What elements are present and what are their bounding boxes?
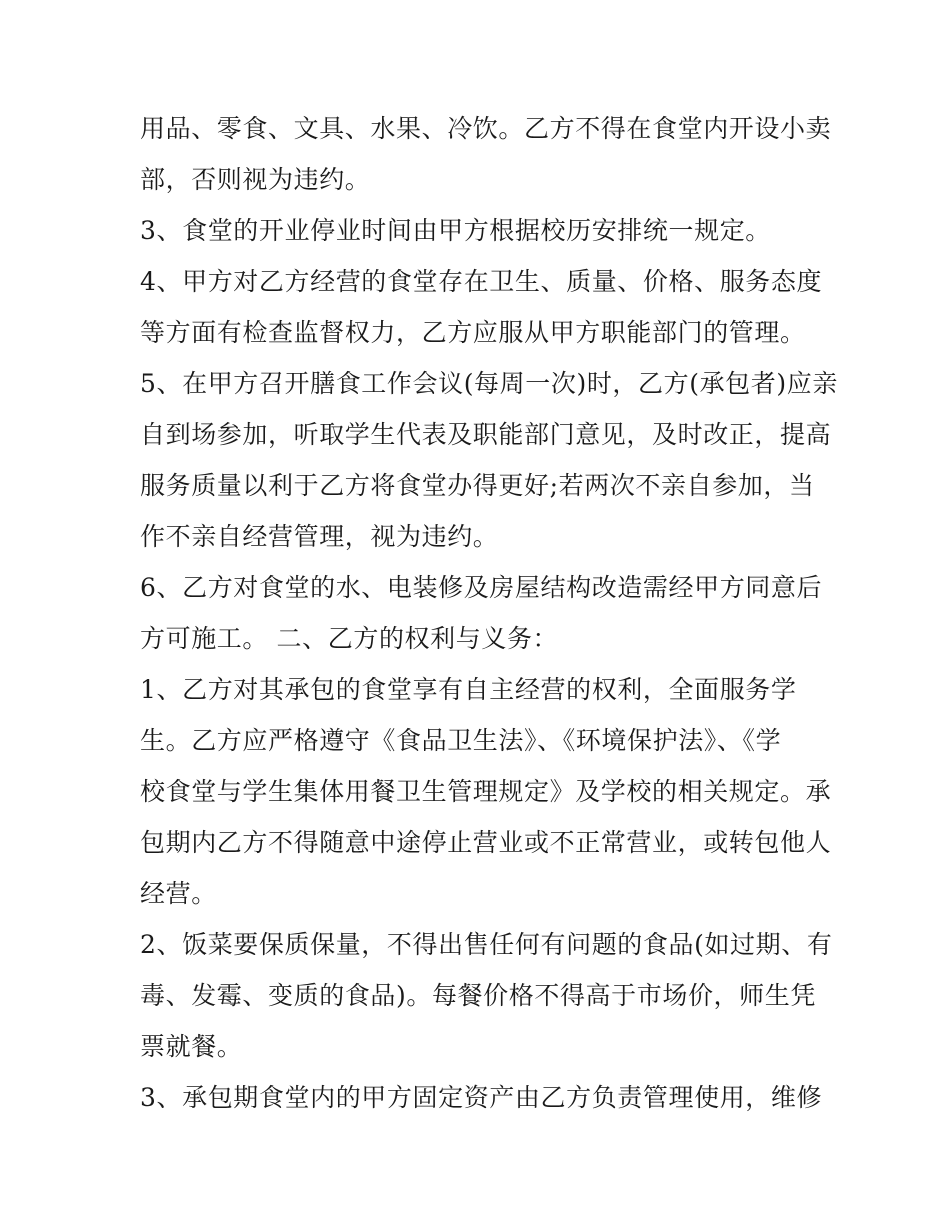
text-line: 服务质量以利于乙方将食堂办得更好;若两次不亲自参加，当 <box>140 471 815 500</box>
text-line: 2、饭菜要保质保量，不得出售任何有问题的食品(如过期、有 <box>140 930 833 959</box>
text-line: 等方面有检查监督权力，乙方应服从甲方职能部门的管理。 <box>140 318 806 347</box>
text-line: 经营。 <box>140 879 217 908</box>
text-line: 部，否则视为违约。 <box>140 165 371 194</box>
text-line: 方可施工。 二、乙方的权利与义务： <box>140 624 559 653</box>
text-line: 1、乙方对其承包的食堂享有自主经营的权利，全面服务学 <box>140 675 797 704</box>
text-line: 作不亲自经营管理，视为违约。 <box>140 522 499 551</box>
text-line: 3、承包期食堂内的甲方固定资产由乙方负责管理使用，维修 <box>140 1083 823 1112</box>
text-line: 毒、发霉、变质的食品)。每餐价格不得高于市场价，师生凭 <box>140 981 816 1010</box>
text-line: 自到场参加，听取学生代表及职能部门意见，及时改正，提高 <box>140 420 832 449</box>
text-line: 用品、零食、文具、水果、冷饮。乙方不得在食堂内开设小卖 <box>140 114 832 143</box>
text-line: 票就餐。 <box>140 1032 243 1061</box>
text-line: 6、乙方对食堂的水、电装修及房屋结构改造需经甲方同意后 <box>140 573 823 602</box>
text-line: 校食堂与学生集体用餐卫生管理规定》及学校的相关规定。承 <box>140 777 832 806</box>
text-line: 4、甲方对乙方经营的食堂存在卫生、质量、价格、服务态度 <box>140 267 823 296</box>
text-line: 生。乙方应严格遵守《食品卫生法》、《环境保护法》、《学 <box>140 726 782 755</box>
text-line: 3、食堂的开业停业时间由甲方根据校历安排统一规定。 <box>140 216 771 245</box>
text-line: 5、在甲方召开膳食工作会议(每周一次)时，乙方(承包者)应亲 <box>140 369 838 398</box>
text-line: 包期内乙方不得随意中途停止营业或不正常营业，或转包他人 <box>140 828 832 857</box>
